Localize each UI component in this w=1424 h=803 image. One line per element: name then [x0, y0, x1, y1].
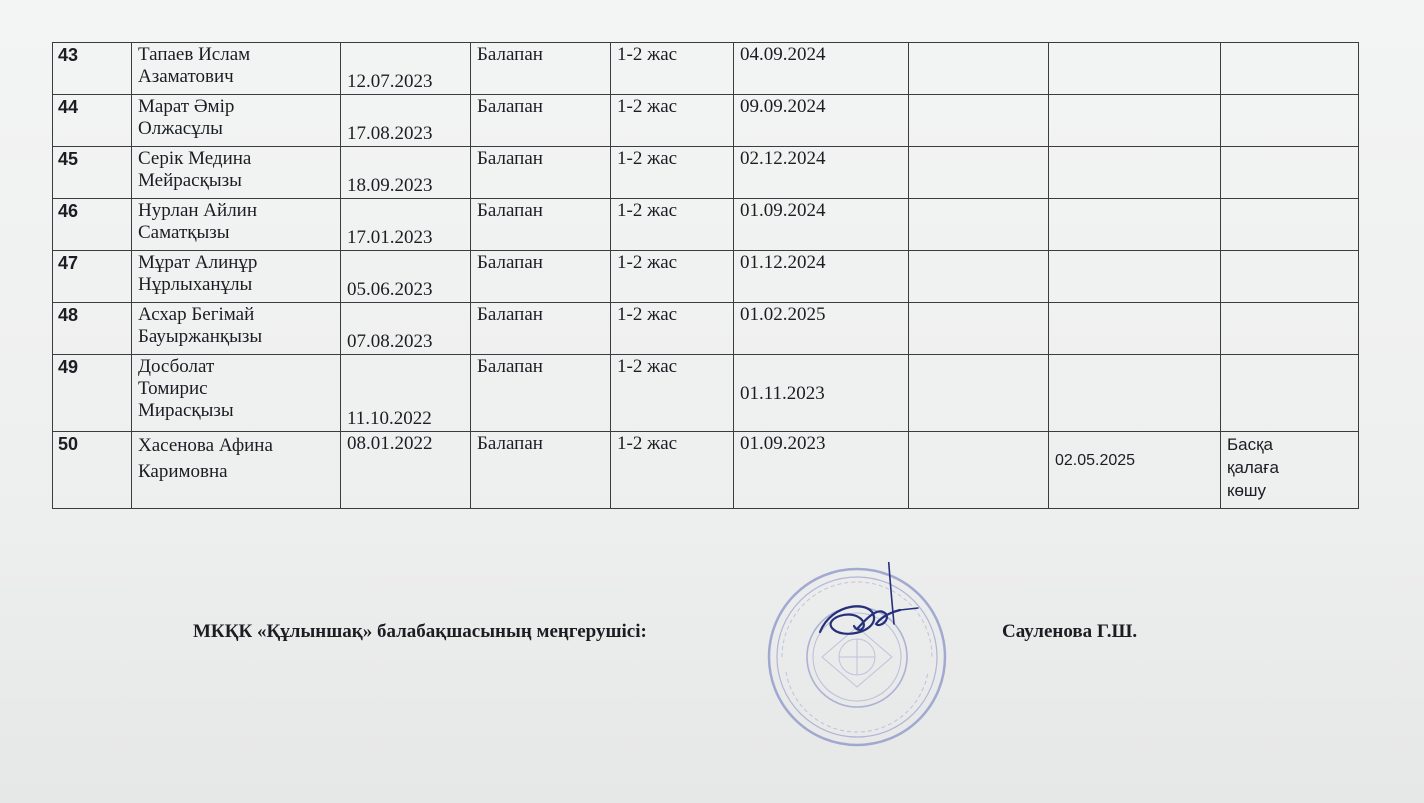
child-name	[132, 43, 341, 95]
reason-line: көшу	[1227, 481, 1267, 500]
leave-date	[1049, 355, 1221, 432]
leave-reason	[1221, 43, 1359, 95]
admission-date: 01.11.2023	[734, 355, 909, 432]
leave-reason	[1221, 147, 1359, 199]
empty-cell	[909, 147, 1049, 199]
name-line: Досболат	[138, 356, 215, 377]
group-name: Балапан	[471, 303, 611, 355]
name-line: Хасенова Афина	[138, 435, 273, 456]
birth-date: 17.08.2023	[341, 95, 471, 147]
official-stamp	[762, 562, 952, 752]
group-name: Балапан	[471, 43, 611, 95]
age-group: 1-2 жас	[611, 147, 734, 199]
leave-date	[1049, 251, 1221, 303]
child-name	[132, 251, 341, 303]
age-group: 1-2 жас	[611, 432, 734, 509]
admission-date: 01.12.2024	[734, 251, 909, 303]
admission-date: 01.09.2024	[734, 199, 909, 251]
group-name: Балапан	[471, 95, 611, 147]
empty-cell	[909, 43, 1049, 95]
row-number: 44	[53, 95, 132, 147]
birth-date: 17.01.2023	[341, 199, 471, 251]
empty-cell	[909, 95, 1049, 147]
name-line: Бауыржанқызы	[138, 326, 263, 347]
child-name	[132, 303, 341, 355]
row-number: 47	[53, 251, 132, 303]
name-line: Асхар Бегімай	[138, 304, 255, 325]
child-name	[132, 147, 341, 199]
empty-cell	[909, 432, 1049, 509]
age-group: 1-2 жас	[611, 303, 734, 355]
name-line: Мұрат Алинұр	[138, 252, 258, 273]
birth-date: 11.10.2022	[341, 355, 471, 432]
name-line: Азаматович	[138, 66, 234, 87]
table-row	[53, 303, 1359, 355]
leave-date	[1049, 43, 1221, 95]
admission-date: 04.09.2024	[734, 43, 909, 95]
child-name	[132, 199, 341, 251]
birth-date: 18.09.2023	[341, 147, 471, 199]
leave-reason	[1221, 251, 1359, 303]
leave-date	[1049, 147, 1221, 199]
birth-date: 05.06.2023	[341, 251, 471, 303]
row-number: 43	[53, 43, 132, 95]
leave-reason	[1221, 95, 1359, 147]
reason-line: қалаға	[1227, 458, 1279, 477]
reason-line: Басқа	[1227, 435, 1274, 454]
children-register-table	[52, 42, 1359, 509]
admission-date: 02.12.2024	[734, 147, 909, 199]
empty-cell	[909, 303, 1049, 355]
age-group: 1-2 жас	[611, 95, 734, 147]
name-line: Нурлан Айлин	[138, 200, 258, 221]
name-line: Мирасқызы	[138, 400, 234, 421]
group-name: Балапан	[471, 432, 611, 509]
birth-date: 12.07.2023	[341, 43, 471, 95]
name-line: Мейрасқызы	[138, 170, 242, 191]
name-line: Саматқызы	[138, 222, 230, 243]
table-row	[53, 147, 1359, 199]
leave-date	[1049, 199, 1221, 251]
group-name: Балапан	[471, 147, 611, 199]
admission-date: 09.09.2024	[734, 95, 909, 147]
name-line: Нұрлыханұлы	[138, 274, 253, 295]
name-line: Тапаев Ислам	[138, 44, 251, 65]
age-group: 1-2 жас	[611, 199, 734, 251]
age-group: 1-2 жас	[611, 43, 734, 95]
leave-reason	[1221, 355, 1359, 432]
name-line: Серік Медина	[138, 148, 252, 169]
row-number: 50	[53, 432, 132, 509]
table-row	[53, 199, 1359, 251]
leave-reason	[1221, 432, 1359, 509]
age-group: 1-2 жас	[611, 355, 734, 432]
table-row	[53, 95, 1359, 147]
child-name	[132, 432, 341, 509]
table-row	[53, 432, 1359, 509]
child-name	[132, 355, 341, 432]
leave-reason	[1221, 303, 1359, 355]
stamp-seal-graphic	[762, 562, 952, 752]
age-group: 1-2 жас	[611, 251, 734, 303]
birth-date: 08.01.2022	[341, 432, 471, 509]
admission-date: 01.02.2025	[734, 303, 909, 355]
leave-reason	[1221, 199, 1359, 251]
admission-date: 01.09.2023	[734, 432, 909, 509]
table-row	[53, 355, 1359, 432]
birth-date: 07.08.2023	[341, 303, 471, 355]
empty-cell	[909, 251, 1049, 303]
leave-date: 02.05.2025	[1049, 432, 1221, 509]
name-line: Томирис	[138, 378, 208, 399]
row-number: 46	[53, 199, 132, 251]
group-name: Балапан	[471, 251, 611, 303]
signatory-position: МКҚК «Құлыншақ» балабақшасының меңгерушісі:	[193, 621, 647, 642]
row-number: 48	[53, 303, 132, 355]
table-row	[53, 43, 1359, 95]
name-line: Олжасұлы	[138, 118, 223, 139]
empty-cell	[909, 355, 1049, 432]
signatory-name: Сауленова Г.Ш.	[1002, 621, 1138, 642]
group-name: Балапан	[471, 355, 611, 432]
empty-cell	[909, 199, 1049, 251]
row-number: 45	[53, 147, 132, 199]
name-line: Каримовна	[138, 461, 228, 482]
table-row	[53, 251, 1359, 303]
group-name: Балапан	[471, 199, 611, 251]
row-number: 49	[53, 355, 132, 432]
child-name	[132, 95, 341, 147]
name-line: Марат Әмір	[138, 96, 235, 117]
leave-date	[1049, 303, 1221, 355]
leave-date	[1049, 95, 1221, 147]
